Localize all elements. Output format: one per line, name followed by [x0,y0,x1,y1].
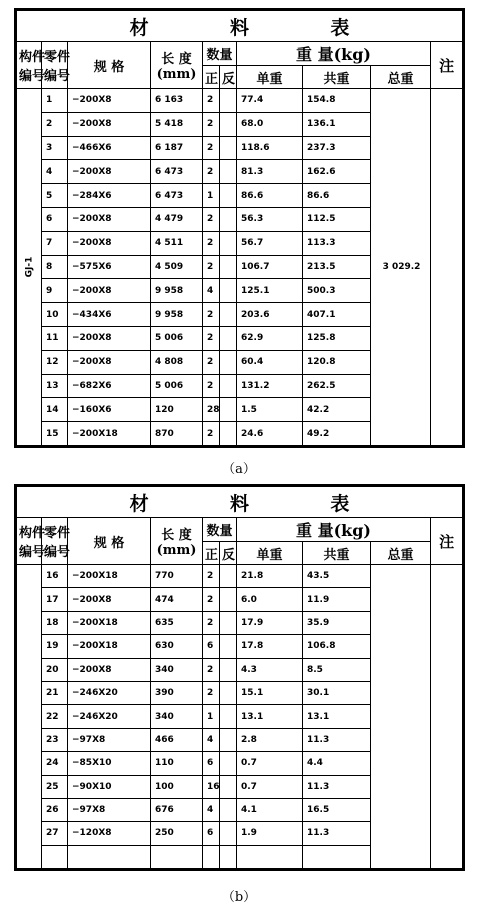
unit-weight-cell: 68.0 [237,112,303,136]
part-no-cell: 26 [42,798,68,821]
qty-back-cell [220,422,237,447]
qty-front-cell: 2 [203,422,220,447]
title-char: 表 [330,16,350,39]
unit-weight-cell: 24.6 [237,422,303,447]
length-cell: 4 511 [151,231,203,255]
qty-back-cell [220,752,237,775]
length-cell: 630 [151,635,203,658]
spec-cell: −97X8 [68,798,151,821]
part-no-cell: 23 [42,728,68,751]
empty-cell [303,845,371,869]
unit-weight-cell: 2.8 [237,728,303,751]
length-cell: 770 [151,565,203,588]
qty-front-cell: 2 [203,565,220,588]
unit-weight-cell: 17.9 [237,611,303,634]
header-qty-back: 反 [220,66,237,89]
part-no-cell: 25 [42,775,68,798]
unit-weight-cell: 77.4 [237,89,303,113]
total-weight-cell: 16.5 [303,798,371,821]
part-no-cell: 11 [42,326,68,350]
total-weight-cell: 407.1 [303,303,371,327]
part-no-cell: 8 [42,255,68,279]
qty-front-cell: 2 [203,588,220,611]
qty-back-cell [220,374,237,398]
qty-back-cell [220,231,237,255]
unit-weight-cell: 4.1 [237,798,303,821]
total-weight-cell: 49.2 [303,422,371,447]
qty-back-cell [220,611,237,634]
material-table [14,484,465,871]
total-weight-cell: 42.2 [303,398,371,422]
qty-front-cell: 1 [203,184,220,208]
qty-front-cell: 2 [203,681,220,704]
length-cell: 100 [151,775,203,798]
spec-cell: −200X8 [68,89,151,113]
length-cell: 340 [151,658,203,681]
qty-front-cell: 16 [203,775,220,798]
qty-front-cell: 6 [203,752,220,775]
empty-cell [237,845,303,869]
part-no-cell: 18 [42,611,68,634]
member-label: GJ-1 [23,256,34,278]
length-cell: 340 [151,705,203,728]
table-body [16,89,464,447]
total-weight-cell: 11.9 [303,588,371,611]
header-spec: 规 格 [68,518,151,565]
unit-weight-cell: 21.8 [237,565,303,588]
spec-cell: −575X6 [68,255,151,279]
unit-weight-cell: 1.9 [237,822,303,845]
length-cell: 6 473 [151,160,203,184]
length-cell: 5 006 [151,326,203,350]
total-weight-cell: 112.5 [303,207,371,231]
header-weight: 重 量(kg) [237,518,431,542]
unit-weight-cell: 125.1 [237,279,303,303]
caption-b: （b） [221,890,257,905]
total-weight-cell: 213.5 [303,255,371,279]
unit-weight-cell: 1.5 [237,398,303,422]
part-no-cell: 16 [42,565,68,588]
total-weight-cell: 154.8 [303,89,371,113]
length-cell: 5 006 [151,374,203,398]
spec-cell: −200X18 [68,565,151,588]
qty-back-cell [220,326,237,350]
spec-cell: −200X8 [68,326,151,350]
note-cell [431,565,464,870]
unit-weight-cell: 13.1 [237,705,303,728]
table-row [16,565,464,588]
part-no-cell: 27 [42,822,68,845]
spec-cell: −200X8 [68,112,151,136]
qty-front-cell: 28 [203,398,220,422]
spec-cell: −160X6 [68,398,151,422]
spec-cell: −200X8 [68,231,151,255]
table-body [16,565,464,870]
unit-weight-cell: 15.1 [237,681,303,704]
qty-back-cell [220,728,237,751]
qty-front-cell: 4 [203,728,220,751]
header-note: 注 [431,42,464,89]
length-cell: 4 509 [151,255,203,279]
length-cell: 466 [151,728,203,751]
length-cell: 4 479 [151,207,203,231]
length-cell: 390 [151,681,203,704]
header-qty-front: 正 [203,66,220,89]
qty-front-cell: 2 [203,658,220,681]
qty-front-cell: 2 [203,255,220,279]
header-total-weight: 共重 [303,66,371,89]
material-table-a [14,8,462,448]
spec-cell: −200X18 [68,611,151,634]
header-part-no: 零件 编号 [42,42,68,89]
qty-front-cell: 2 [203,89,220,113]
qty-back-cell [220,775,237,798]
part-no-cell: 21 [42,681,68,704]
table-title [16,486,464,518]
qty-front-cell: 6 [203,635,220,658]
qty-front-cell: 4 [203,279,220,303]
gross-weight-cell: 3 029.2 [371,89,431,447]
qty-back-cell [220,160,237,184]
spec-cell: −200X8 [68,279,151,303]
spec-cell: −200X8 [68,658,151,681]
header-note: 注 [431,518,464,565]
qty-front-cell: 4 [203,798,220,821]
header-part-no: 零件 编号 [42,518,68,565]
empty-cell [203,845,220,869]
spec-cell: −90X10 [68,775,151,798]
qty-back-cell [220,681,237,704]
spec-cell: −682X6 [68,374,151,398]
part-no-cell: 10 [42,303,68,327]
empty-cell [151,845,203,869]
spec-cell: −200X8 [68,350,151,374]
total-weight-cell: 500.3 [303,279,371,303]
spec-cell: −466X6 [68,136,151,160]
qty-front-cell: 1 [203,705,220,728]
header-member-no: 构件 编号 [16,518,42,565]
qty-front-cell: 2 [203,374,220,398]
table-title [16,10,464,42]
header-unit-weight: 单重 [237,542,303,565]
qty-back-cell [220,705,237,728]
material-table [14,8,465,448]
total-weight-cell: 11.3 [303,728,371,751]
spec-cell: −200X8 [68,588,151,611]
title-char: 料 [230,16,250,39]
unit-weight-cell: 62.9 [237,326,303,350]
part-no-cell: 13 [42,374,68,398]
qty-back-cell [220,279,237,303]
length-cell: 474 [151,588,203,611]
title-char: 材 [129,492,149,515]
spec-cell: −200X18 [68,422,151,447]
title-char: 料 [230,492,250,515]
header-unit-weight: 单重 [237,66,303,89]
length-cell: 676 [151,798,203,821]
length-cell: 6 473 [151,184,203,208]
unit-weight-cell: 131.2 [237,374,303,398]
unit-weight-cell: 203.6 [237,303,303,327]
part-no-cell: 22 [42,705,68,728]
qty-back-cell [220,398,237,422]
qty-back-cell [220,658,237,681]
part-no-cell: 6 [42,207,68,231]
unit-weight-cell: 0.7 [237,775,303,798]
table-row [16,89,464,113]
unit-weight-cell: 86.6 [237,184,303,208]
title-char: 材 [129,16,149,39]
spec-cell: −97X8 [68,728,151,751]
part-no-cell: 15 [42,422,68,447]
header-qty-front: 正 [203,542,220,565]
member-no-cell [16,565,42,870]
unit-weight-cell: 56.7 [237,231,303,255]
unit-weight-cell: 106.7 [237,255,303,279]
total-weight-cell: 11.3 [303,775,371,798]
total-weight-cell: 4.4 [303,752,371,775]
part-no-cell: 12 [42,350,68,374]
total-weight-cell: 237.3 [303,136,371,160]
empty-cell [42,845,68,869]
part-no-cell: 19 [42,635,68,658]
qty-back-cell [220,112,237,136]
length-cell: 4 808 [151,350,203,374]
total-weight-cell: 30.1 [303,681,371,704]
header-member-no: 构件 编号 [16,42,42,89]
qty-back-cell [220,822,237,845]
part-no-cell: 17 [42,588,68,611]
total-weight-cell: 35.9 [303,611,371,634]
header-spec: 规 格 [68,42,151,89]
part-no-cell: 24 [42,752,68,775]
length-cell: 120 [151,398,203,422]
spec-cell: −284X6 [68,184,151,208]
qty-back-cell [220,565,237,588]
header-quantity: 数量 [203,518,237,542]
length-cell: 5 418 [151,112,203,136]
qty-back-cell [220,350,237,374]
empty-cell [220,845,237,869]
length-cell: 110 [151,752,203,775]
total-weight-cell: 136.1 [303,112,371,136]
spec-cell: −120X8 [68,822,151,845]
spec-cell: −85X10 [68,752,151,775]
unit-weight-cell: 56.3 [237,207,303,231]
note-cell [431,89,464,447]
total-weight-cell: 11.3 [303,822,371,845]
spec-cell: −200X8 [68,207,151,231]
part-no-cell: 14 [42,398,68,422]
spec-cell: −246X20 [68,681,151,704]
length-cell: 6 163 [151,89,203,113]
part-no-cell: 3 [42,136,68,160]
qty-back-cell [220,798,237,821]
header-weight: 重 量(kg) [237,42,431,66]
length-cell: 635 [151,611,203,634]
header-gross-weight: 总重 [371,542,431,565]
qty-front-cell: 2 [203,231,220,255]
unit-weight-cell: 60.4 [237,350,303,374]
caption-a: （a） [222,462,256,477]
qty-front-cell: 2 [203,350,220,374]
total-weight-cell: 13.1 [303,705,371,728]
part-no-cell: 2 [42,112,68,136]
empty-cell [68,845,151,869]
qty-front-cell: 2 [203,303,220,327]
spec-cell: −200X18 [68,635,151,658]
qty-front-cell: 6 [203,822,220,845]
qty-back-cell [220,207,237,231]
part-no-cell: 7 [42,231,68,255]
unit-weight-cell: 0.7 [237,752,303,775]
header-quantity: 数量 [203,42,237,66]
total-weight-cell: 113.3 [303,231,371,255]
total-weight-cell: 43.5 [303,565,371,588]
part-no-cell: 9 [42,279,68,303]
qty-back-cell [220,136,237,160]
qty-back-cell [220,588,237,611]
qty-back-cell [220,635,237,658]
header-total-weight: 共重 [303,542,371,565]
unit-weight-cell: 4.3 [237,658,303,681]
spec-cell: −246X20 [68,705,151,728]
material-table-b [14,484,462,871]
length-cell: 6 187 [151,136,203,160]
member-no-cell [16,89,42,447]
part-no-cell: 4 [42,160,68,184]
gross-weight-cell [371,565,431,870]
unit-weight-cell: 6.0 [237,588,303,611]
total-weight-cell: 125.8 [303,326,371,350]
qty-back-cell [220,255,237,279]
total-weight-cell: 262.5 [303,374,371,398]
qty-front-cell: 2 [203,326,220,350]
qty-front-cell: 2 [203,611,220,634]
total-weight-cell: 8.5 [303,658,371,681]
qty-front-cell: 2 [203,112,220,136]
length-cell: 870 [151,422,203,447]
qty-front-cell: 2 [203,160,220,184]
spec-cell: −434X6 [68,303,151,327]
spec-cell: −200X8 [68,160,151,184]
part-no-cell: 5 [42,184,68,208]
title-char: 表 [330,492,350,515]
total-weight-cell: 86.6 [303,184,371,208]
length-cell: 9 958 [151,303,203,327]
part-no-cell: 1 [42,89,68,113]
total-weight-cell: 120.8 [303,350,371,374]
header-length: 长 度 (mm) [151,518,203,565]
qty-back-cell [220,89,237,113]
length-cell: 250 [151,822,203,845]
qty-front-cell: 2 [203,136,220,160]
length-cell: 9 958 [151,279,203,303]
total-weight-cell: 106.8 [303,635,371,658]
header-length: 长 度 (mm) [151,42,203,89]
unit-weight-cell: 17.8 [237,635,303,658]
part-no-cell: 20 [42,658,68,681]
unit-weight-cell: 118.6 [237,136,303,160]
qty-front-cell: 2 [203,207,220,231]
header-qty-back: 反 [220,542,237,565]
total-weight-cell: 162.6 [303,160,371,184]
qty-back-cell [220,303,237,327]
unit-weight-cell: 81.3 [237,160,303,184]
header-gross-weight: 总重 [371,66,431,89]
qty-back-cell [220,184,237,208]
